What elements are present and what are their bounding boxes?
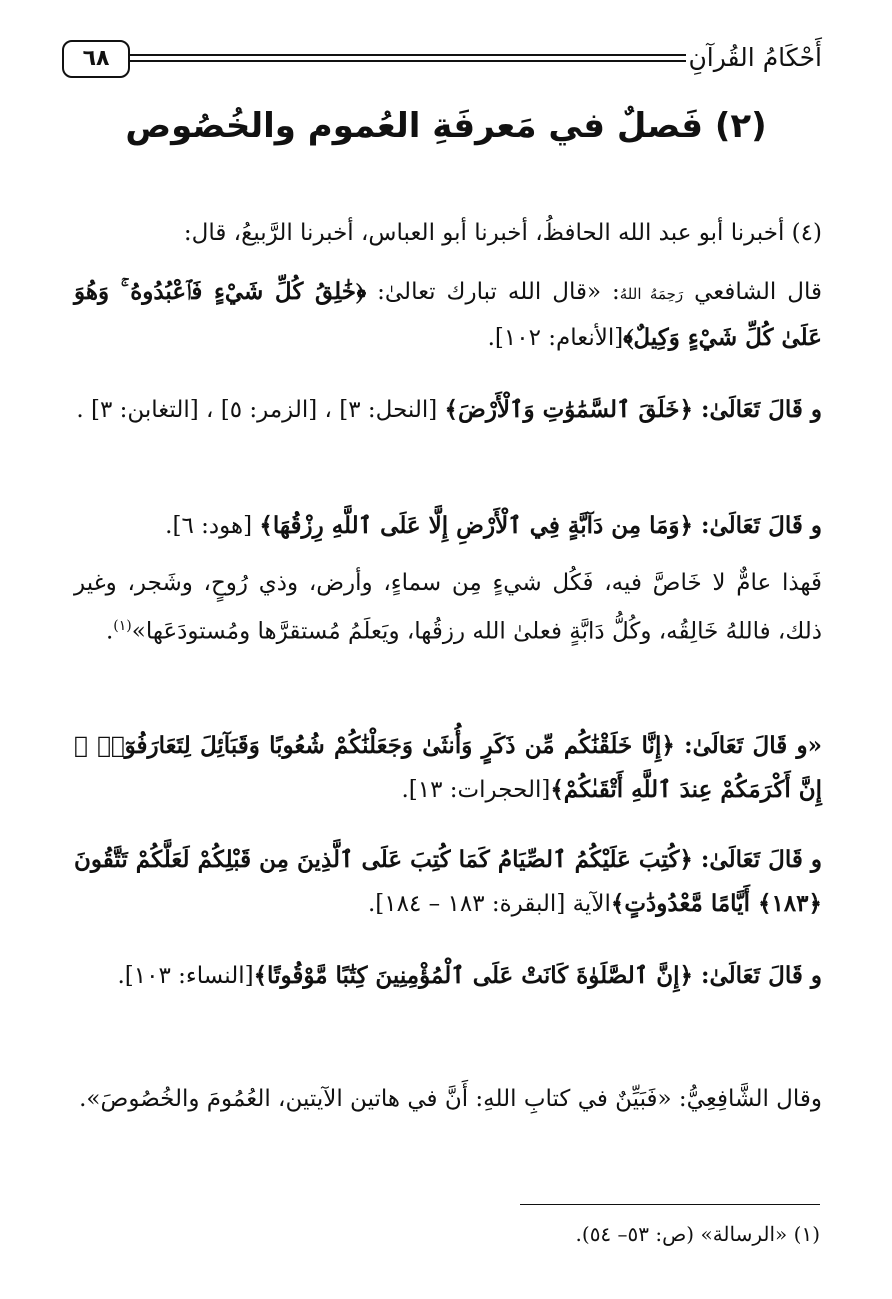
text: : «قال الله تبارك تعالىٰ: [366, 279, 620, 305]
header-rule-bottom [128, 60, 686, 62]
verse-lead: و قَالَ تَعَالَىٰ: [692, 962, 822, 989]
page-number-box: ٦٨ [62, 40, 130, 78]
quran-verse: ﴿إِنَّ ٱلصَّلَوٰةَ كَانَتْ عَلَى ٱلْمُؤْمِنِينَ كِتَٰبًا مَّوْقُوتًا﴾ [253, 962, 693, 989]
header-rule-top [128, 54, 686, 56]
quran-verse: ﴿خَلَقَ ٱلسَّمَٰوَٰتِ وَٱلْأَرْضَ﴾ [444, 396, 693, 423]
chapter-title: (٢) فَصلٌ في مَعرفَةِ العُموم والخُصُوص [125, 106, 767, 146]
verse-reference: [الحجرات: ١٣]. [401, 777, 551, 803]
verse-lead: «و قَالَ تَعَالَىٰ: [674, 732, 822, 759]
text: . [105, 618, 114, 645]
verse-reference: [النحل: ٣] ، [الزمر: ٥] ، [التغابن: ٣] . [76, 397, 445, 423]
paragraph-shafii-quote [74, 270, 822, 360]
verse-reference: الآية [البقرة: ١٨٣ – ١٨٤]. [368, 891, 611, 917]
paragraph-isnad: (٤) أخبرنا أبو عبد الله الحافظُ، أخبرنا أبو العباس، أخبرنا الرَّبيعُ، قال: [183, 220, 822, 246]
paragraph-commentary [74, 562, 822, 654]
verse-lead: و قَالَ تَعَالَىٰ: [692, 846, 823, 873]
text: قال الشافعي [694, 279, 822, 305]
quran-verse: ﴿وَمَا مِن دَآبَّةٍ فِي ٱلْأَرْضِ إِلَّا عَلَى ٱللَّهِ رِزْقُهَا﴾ [259, 512, 693, 539]
quran-verse: ﴿كُتِبَ عَلَيْكُمُ ٱلصِّيَامُ كَمَا كُتِبَ عَلَى ٱلَّذِينَ مِن قَبْلِكُمْ لَعَلَّكُمْ تَتَّقُونَ ﴿١٨٣﴾ أَيَّامًا مَّعْدُودَٰتٍ﴾ [74, 846, 822, 917]
paragraph-shafii-conclusion: وقال الشَّافِعِيُّ: «فَبَيِّنٌ في كتابِ اللهِ: أَنَّ في هاتين الآيتين، العُمُومَ والخُصُوصَ». [79, 1086, 822, 1112]
verse-reference: [الأنعام: ١٠٢]. [487, 325, 624, 351]
paragraph-verse-6 [74, 954, 822, 998]
verse-lead: و قَالَ تَعَالَىٰ: [692, 396, 822, 423]
paragraph-verse-4 [74, 724, 822, 812]
quran-verse: ﴿خَٰلِقُ كُلِّ شَيْءٍ فَٱعْبُدُوهُ ۚ وَهُوَ عَلَىٰ كُلِّ شَيْءٍ وَكِيلٌ﴾ [74, 278, 822, 351]
honorific: رَحِمَهُ اللهُ [619, 285, 684, 303]
book-title: أَحْكَامُ القُرآنِ [688, 43, 822, 72]
running-header [62, 38, 822, 82]
paragraph-verse-5 [74, 838, 822, 926]
text: فَهذا عامٌّ لا خَاصَّ فيه، فَكُل شيءٍ مِن سماءٍ، وأرض، وذي رُوحٍ، وشَجر، وغير ذلك، فاللهُ خَالِقُه، وكُلُّ دَابَّةٍ فعلىٰ الله رزقُها، ويَعلَمُ مُستقرَّها ومُستودَعَها» [74, 570, 822, 645]
footnote: (١) «الرسالة» (ص: ٥٣– ٥٤). [575, 1222, 820, 1246]
paragraph-verse-2 [74, 388, 822, 432]
paragraph-verse-3 [74, 504, 822, 548]
footnote-marker: (١) [113, 618, 132, 634]
verse-lead: و قَالَ تَعَالَىٰ: [692, 512, 822, 539]
verse-reference: [النساء: ١٠٣]. [117, 963, 254, 989]
quran-verse: ﴿إِنَّا خَلَقْنَٰكُم مِّن ذَكَرٍ وَأُنثَىٰ وَجَعَلْنَٰكُمْ شُعُوبًا وَقَبَآئِلَ لِتَعَارَفُوٓا۟ ۚ إِنَّ أَكْرَمَكُمْ عِندَ ٱللَّهِ أَتْقَىٰكُمْ﴾ [74, 732, 822, 803]
footnote-separator [520, 1204, 820, 1205]
verse-reference: [هود: ٦]. [165, 513, 260, 539]
